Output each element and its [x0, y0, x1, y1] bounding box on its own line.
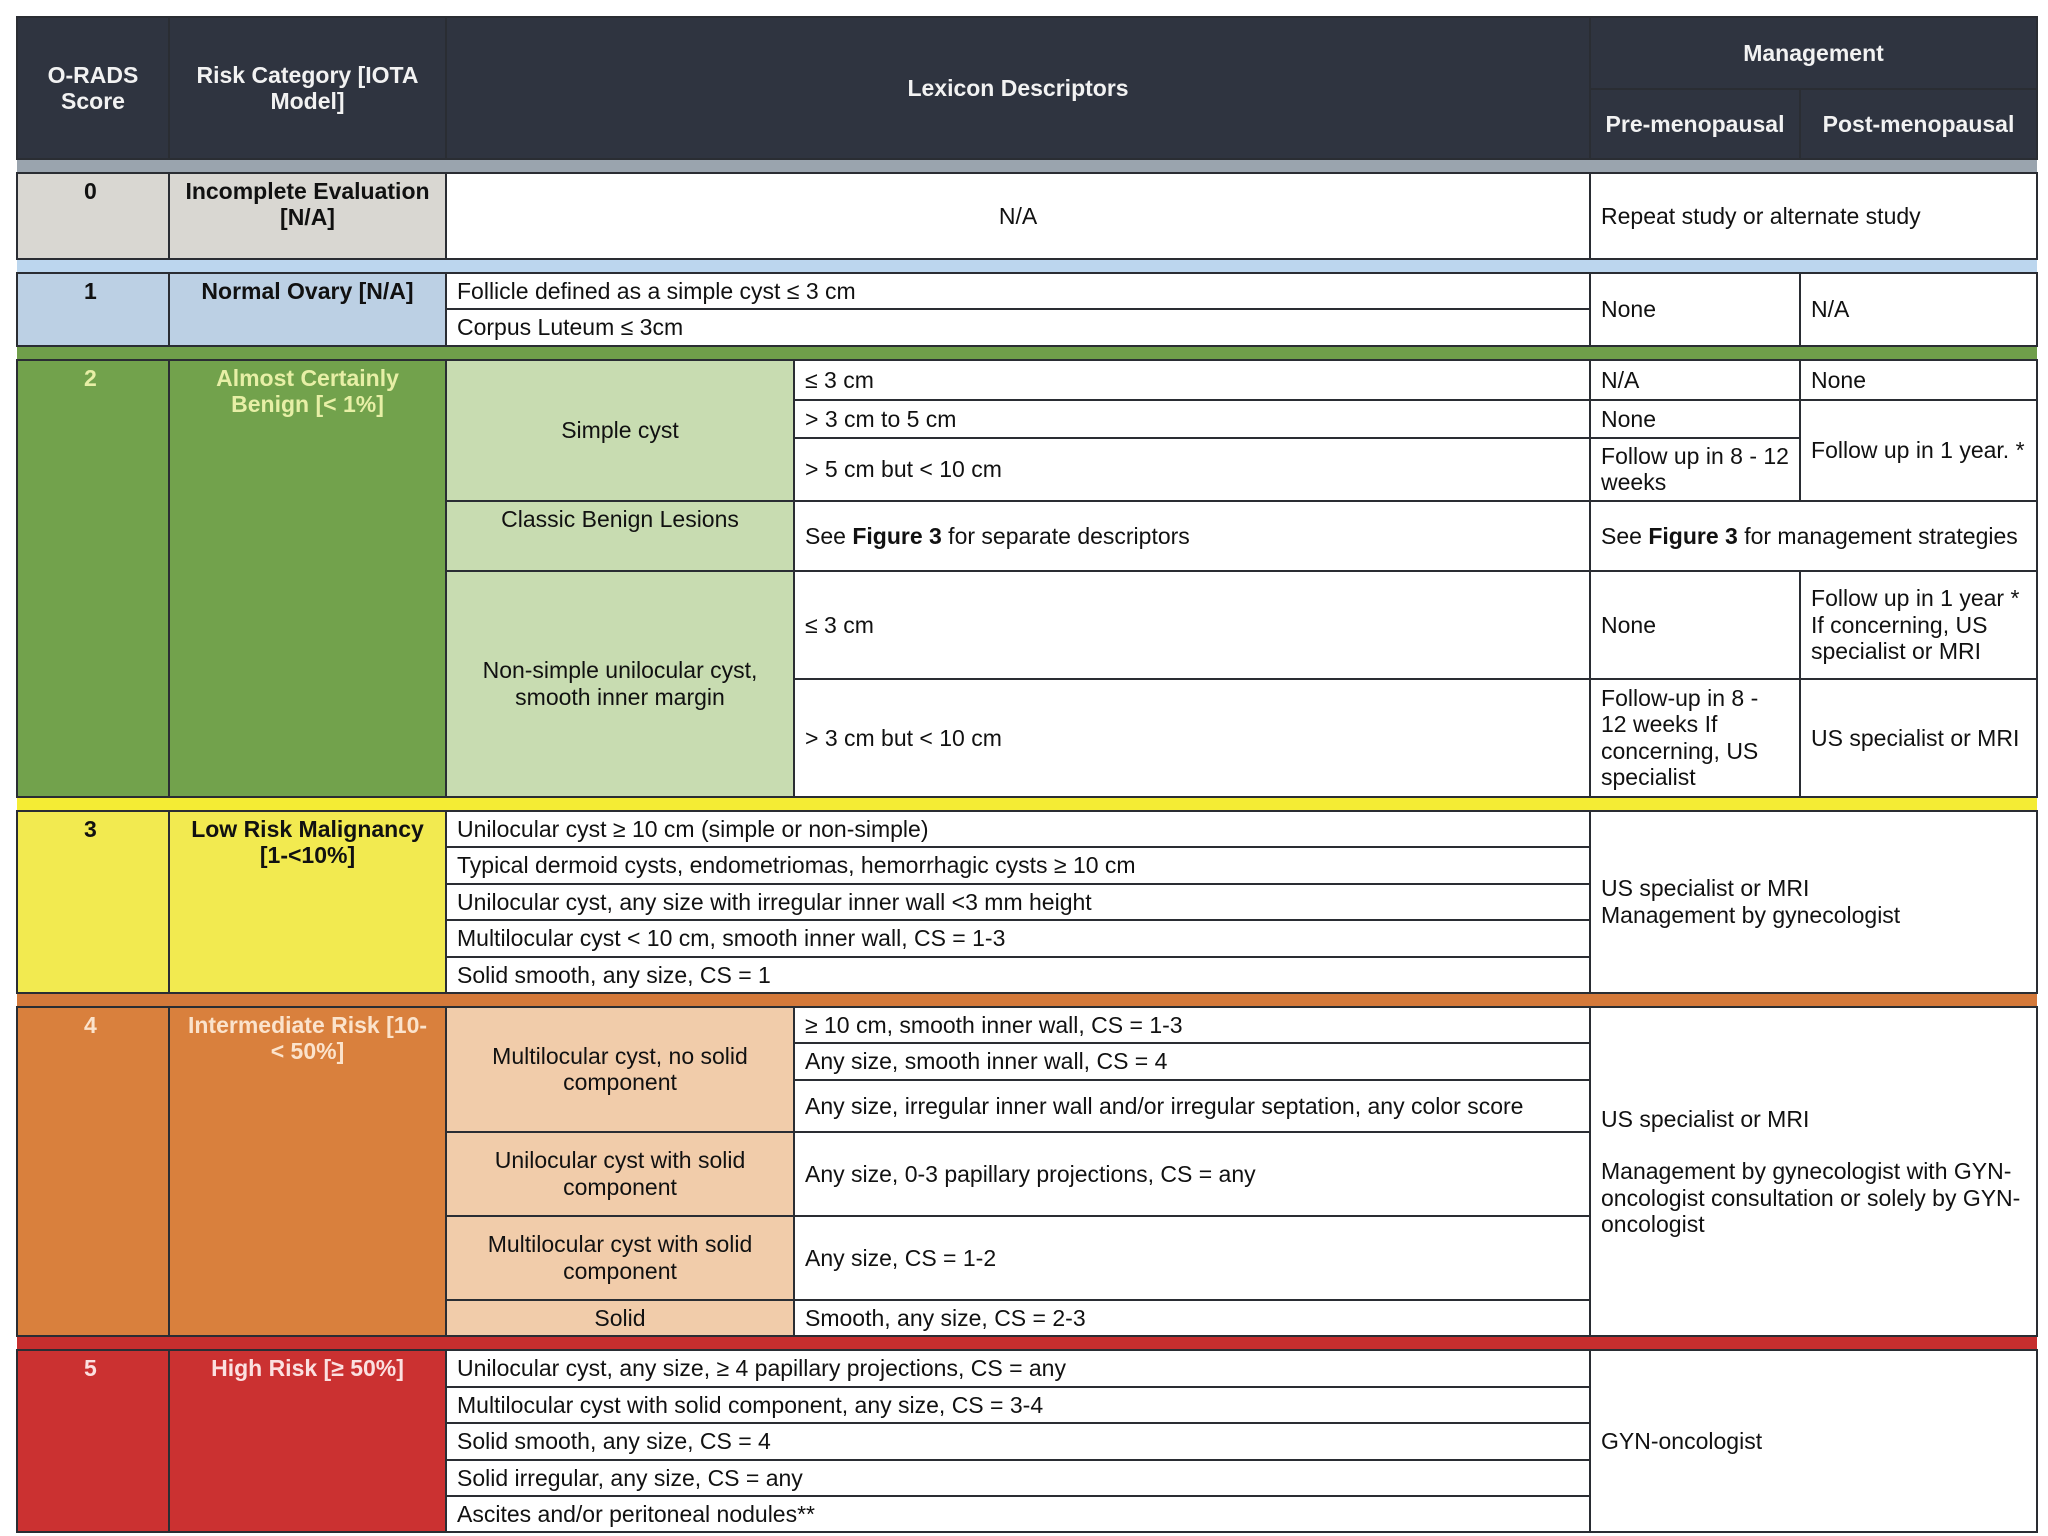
premenopausal-cell: None: [1590, 273, 1800, 346]
score-cell: 4: [17, 1007, 169, 1336]
descriptor-cell: > 3 cm to 5 cm: [794, 400, 1590, 438]
header-premenopausal: Pre-menopausal: [1590, 89, 1800, 159]
score-cell: 5: [17, 1350, 169, 1532]
risk-category-cell: High Risk [≥ 50%]: [169, 1350, 446, 1532]
premenopausal-cell: Follow-up in 8 - 12 weeks If concerning, US specialist: [1590, 679, 1800, 797]
descriptor-cell: Solid irregular, any size, CS = any: [446, 1460, 1590, 1496]
descriptor-cell: Multilocular cyst < 10 cm, smooth inner wall, CS = 1-3: [446, 920, 1590, 956]
risk-category-cell: Incomplete Evaluation [N/A]: [169, 173, 446, 259]
descriptor-cell: ≥ 10 cm, smooth inner wall, CS = 1-3: [794, 1007, 1590, 1043]
table-row: [17, 1007, 2037, 1043]
header-postmenopausal: Post-menopausal: [1800, 89, 2037, 159]
score-cell: 1: [17, 273, 169, 346]
descriptor-cell: Any size, 0-3 papillary projections, CS = any: [794, 1132, 1590, 1216]
descriptor-cell: Unilocular cyst, any size with irregular inner wall <3 mm height: [446, 884, 1590, 920]
descriptor-cell: Unilocular cyst ≥ 10 cm (simple or non-simple): [446, 811, 1590, 847]
descriptor-cell: Corpus Luteum ≤ 3cm: [446, 309, 1590, 345]
header-score: O-RADS Score: [17, 17, 169, 159]
management-cell: US specialist or MRI Management by gynecologist: [1590, 811, 2037, 993]
postmenopausal-cell: US specialist or MRI: [1800, 679, 2037, 797]
subcategory-multilocular-solid: Multilocular cyst with solid component: [446, 1216, 794, 1300]
descriptor-cell: > 5 cm but < 10 cm: [794, 438, 1590, 501]
score-cell: 0: [17, 173, 169, 259]
premenopausal-cell: Follow up in 8 - 12 weeks: [1590, 438, 1800, 501]
postmenopausal-cell: Follow up in 1 year. *: [1800, 400, 2037, 501]
table-row: [17, 273, 2037, 309]
separator-bar: [17, 993, 2037, 1007]
management-cell: US specialist or MRI Management by gynecologist with GYN-oncologist consultation or solely by GYN-oncologist: [1590, 1007, 2037, 1336]
descriptor-cell: Unilocular cyst, any size, ≥ 4 papillary projections, CS = any: [446, 1350, 1590, 1386]
descriptor-cell: Any size, CS = 1-2: [794, 1216, 1590, 1300]
subcategory-solid: Solid: [446, 1300, 794, 1336]
descriptor-cell: Solid smooth, any size, CS = 4: [446, 1423, 1590, 1459]
premenopausal-cell: None: [1590, 571, 1800, 679]
risk-category-cell: Intermediate Risk [10- < 50%]: [169, 1007, 446, 1336]
descriptor-cell: Any size, irregular inner wall and/or irregular septation, any color score: [794, 1080, 1590, 1132]
descriptor-cell: See Figure 3 for separate descriptors: [794, 501, 1590, 571]
header-risk-category: Risk Category [IOTA Model]: [169, 17, 446, 159]
descriptor-cell: Multilocular cyst with solid component, any size, CS = 3-4: [446, 1387, 1590, 1423]
table-row: [17, 173, 2037, 259]
descriptor-cell: > 3 cm but < 10 cm: [794, 679, 1590, 797]
postmenopausal-cell: Follow up in 1 year * If concerning, US specialist or MRI: [1800, 571, 2037, 679]
postmenopausal-cell: N/A: [1800, 273, 2037, 346]
separator-bar: [17, 797, 2037, 811]
descriptor-cell: ≤ 3 cm: [794, 360, 1590, 400]
score-cell: 3: [17, 811, 169, 993]
management-cell: Repeat study or alternate study: [1590, 173, 2037, 259]
postmenopausal-cell: None: [1800, 360, 2037, 400]
descriptor-cell: Smooth, any size, CS = 2-3: [794, 1300, 1590, 1336]
subcategory-simple-cyst: Simple cyst: [446, 360, 794, 501]
descriptor-cell: Follicle defined as a simple cyst ≤ 3 cm: [446, 273, 1590, 309]
separator-bar: [17, 1336, 2037, 1350]
descriptor-cell: N/A: [446, 173, 1590, 259]
table-row: [17, 1350, 2037, 1386]
separator-bar: [17, 346, 2037, 360]
descriptor-cell: Any size, smooth inner wall, CS = 4: [794, 1043, 1590, 1079]
risk-category-cell: Normal Ovary [N/A]: [169, 273, 446, 346]
table-row: [17, 811, 2037, 847]
premenopausal-cell: N/A: [1590, 360, 1800, 400]
subcategory-nonsimple-unilocular: Non-simple unilocular cyst, smooth inner margin: [446, 571, 794, 797]
header-lexicon-descriptors: Lexicon Descriptors: [446, 17, 1590, 159]
orads-table-container: [16, 16, 2036, 1533]
descriptor-cell: Solid smooth, any size, CS = 1: [446, 957, 1590, 993]
score-cell: 2: [17, 360, 169, 797]
subcategory-classic-benign: Classic Benign Lesions: [446, 501, 794, 571]
separator-bar: [17, 159, 2037, 173]
orads-table: [16, 16, 2038, 1533]
subcategory-unilocular-solid: Unilocular cyst with solid component: [446, 1132, 794, 1216]
descriptor-cell: Ascites and/or peritoneal nodules**: [446, 1496, 1590, 1532]
premenopausal-cell: None: [1590, 400, 1800, 438]
table-row: [17, 360, 2037, 400]
risk-category-cell: Almost Certainly Benign [< 1%]: [169, 360, 446, 797]
risk-category-cell: Low Risk Malignancy [1-<10%]: [169, 811, 446, 993]
descriptor-cell: Typical dermoid cysts, endometriomas, hemorrhagic cysts ≥ 10 cm: [446, 847, 1590, 883]
separator-bar: [17, 259, 2037, 273]
management-cell: GYN-oncologist: [1590, 1350, 2037, 1532]
management-cell: See Figure 3 for management strategies: [1590, 501, 2037, 571]
descriptor-cell: ≤ 3 cm: [794, 571, 1590, 679]
subcategory-multilocular-no-solid: Multilocular cyst, no solid component: [446, 1007, 794, 1132]
header-management: Management: [1590, 17, 2037, 89]
